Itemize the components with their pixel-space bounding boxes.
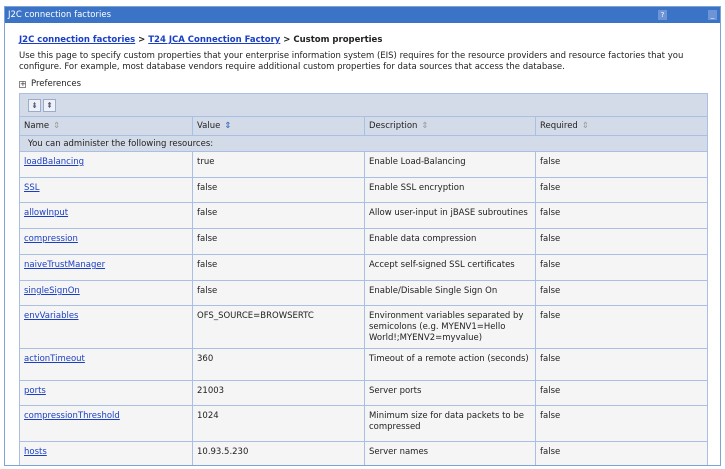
property-link[interactable]: compressionThreshold — [24, 411, 120, 421]
cell-name — [20, 406, 193, 442]
cell-name — [20, 203, 193, 229]
breadcrumb — [19, 35, 706, 45]
custom-properties-table — [19, 93, 708, 466]
cell-description: Enable data compression — [365, 229, 536, 255]
cell-required: false — [536, 203, 708, 229]
column-header-description[interactable] — [365, 117, 536, 136]
sort-icon[interactable]: ⇕ — [53, 121, 61, 131]
cell-value: 21003 — [193, 381, 365, 406]
cell-value: true — [193, 152, 365, 178]
sort-icon[interactable]: ⇕ — [581, 121, 589, 131]
help-icon[interactable]: ? — [658, 10, 667, 20]
cell-required: false — [536, 229, 708, 255]
portlet-frame — [4, 6, 721, 466]
cell-name — [20, 306, 193, 349]
cell-description: Enable Load-Balancing — [365, 152, 536, 178]
cell-name — [20, 255, 193, 281]
preferences-toggle[interactable] — [19, 79, 706, 89]
property-link[interactable]: singleSignOn — [24, 286, 80, 296]
column-label: Description — [369, 121, 418, 131]
breadcrumb-factory-link[interactable]: T24 JCA Connection Factory — [148, 35, 281, 45]
table-row — [20, 152, 708, 178]
cell-name — [20, 442, 193, 467]
property-link[interactable]: naiveTrustManager — [24, 260, 106, 270]
cell-required: false — [536, 406, 708, 442]
cell-name — [20, 178, 193, 203]
breadcrumb-current: Custom properties — [293, 35, 383, 45]
table-row — [20, 229, 708, 255]
cell-required: false — [536, 442, 708, 467]
cell-value: OFS_SOURCE=BROWSERTC — [193, 306, 365, 349]
property-link[interactable]: envVariables — [24, 311, 79, 321]
window-title: J2C connection factories — [8, 10, 112, 20]
cell-description: Server names — [365, 442, 536, 467]
expand-plus-icon[interactable]: + — [20, 79, 26, 88]
cell-description: Timeout of a remote action (seconds) — [365, 349, 536, 381]
info-row: You can administer the following resources: — [20, 136, 708, 152]
table-row — [20, 349, 708, 381]
sort-icon[interactable]: ⇕ — [421, 121, 429, 131]
cell-required: false — [536, 306, 708, 349]
table-row — [20, 442, 708, 467]
property-link[interactable]: allowInput — [24, 208, 69, 218]
cell-description: Environment variables separated by semicolons (e.g. MYENV1=Hello World!;MYENV2=myvalue) — [365, 306, 536, 349]
cell-value: false — [193, 203, 365, 229]
column-header-required[interactable] — [536, 117, 708, 136]
property-link[interactable]: actionTimeout — [24, 354, 85, 364]
property-link[interactable]: SSL — [24, 183, 40, 193]
cell-value: false — [193, 178, 365, 203]
cell-required: false — [536, 381, 708, 406]
breadcrumb-sep: > — [135, 35, 149, 45]
page-description: Use this page to specify custom properties that your enterprise information system (EIS) requires for the resource providers and resource factories that you configure. For example, most database vendors require additional custom properties for data sources that access the database. — [19, 51, 684, 72]
cell-description: Enable SSL encryption — [365, 178, 536, 203]
breadcrumb-sep: > — [280, 35, 294, 45]
cell-required: false — [536, 255, 708, 281]
property-link[interactable]: ports — [24, 386, 46, 396]
deselect-all-icon[interactable]: ⇞ — [43, 99, 56, 112]
cell-required: false — [536, 178, 708, 203]
table-toolbar — [20, 94, 708, 117]
cell-required: false — [536, 152, 708, 178]
cell-name — [20, 349, 193, 381]
cell-value: false — [193, 229, 365, 255]
table-row — [20, 281, 708, 306]
cell-value: false — [193, 255, 365, 281]
cell-value: false — [193, 281, 365, 306]
column-label: Value — [197, 121, 221, 131]
cell-description: Minimum size for data packets to be compressed — [365, 406, 536, 442]
cell-value: 360 — [193, 349, 365, 381]
cell-value: 1024 — [193, 406, 365, 442]
table-row — [20, 178, 708, 203]
column-label: Required — [540, 121, 578, 131]
select-all-icon[interactable]: ⇟ — [28, 99, 41, 112]
property-link[interactable]: compression — [24, 234, 78, 244]
property-link[interactable]: hosts — [24, 447, 47, 457]
cell-description: Server ports — [365, 381, 536, 406]
cell-required: false — [536, 281, 708, 306]
table-row — [20, 203, 708, 229]
column-header-value[interactable] — [193, 117, 365, 136]
cell-description: Enable/Disable Single Sign On — [365, 281, 536, 306]
table-row — [20, 381, 708, 406]
cell-description: Allow user-input in jBASE subroutines — [365, 203, 536, 229]
minimize-icon[interactable]: _ — [708, 10, 717, 20]
table-row — [20, 406, 708, 442]
cell-required: false — [536, 349, 708, 381]
cell-name — [20, 281, 193, 306]
table-row — [20, 306, 708, 349]
table-row — [20, 255, 708, 281]
cell-name — [20, 152, 193, 178]
sort-icon[interactable]: ⇕ — [224, 121, 232, 131]
property-link[interactable]: loadBalancing — [24, 157, 84, 167]
cell-name — [20, 381, 193, 406]
cell-name — [20, 229, 193, 255]
column-label: Name — [24, 121, 50, 131]
cell-value: 10.93.5.230 — [193, 442, 365, 467]
column-header-name[interactable] — [20, 117, 193, 136]
breadcrumb-j2c-link[interactable]: J2C connection factories — [19, 35, 136, 45]
title-bar — [5, 7, 720, 23]
preferences-label: Preferences — [31, 79, 81, 89]
cell-description: Accept self-signed SSL certificates — [365, 255, 536, 281]
